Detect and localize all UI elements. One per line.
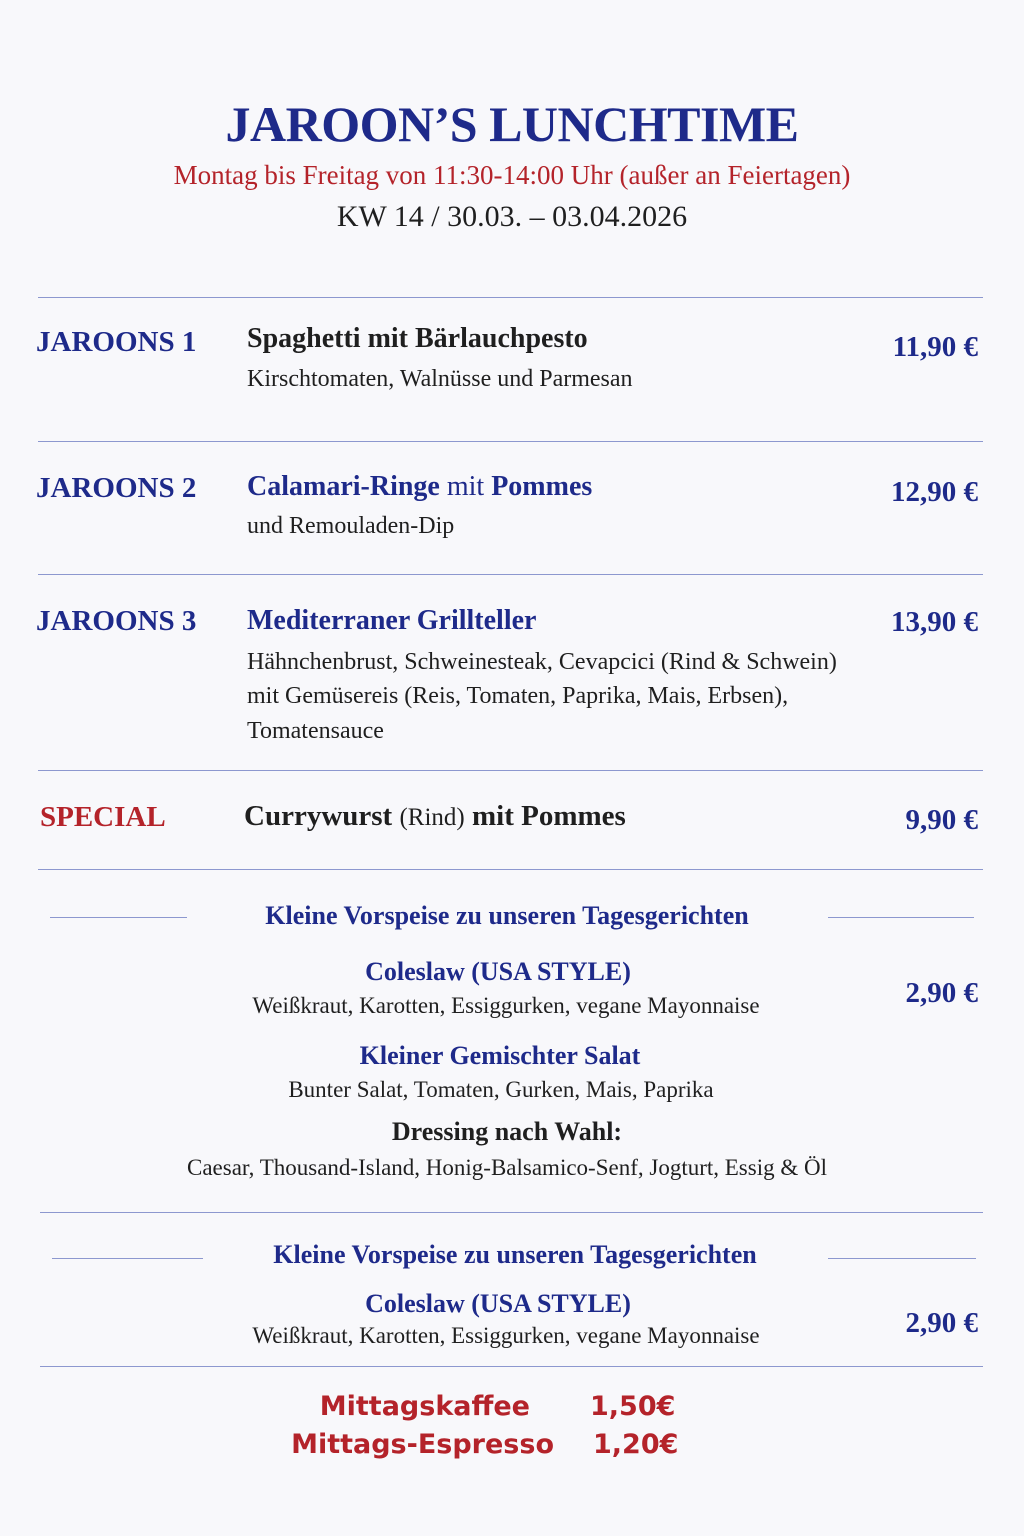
- divider: [38, 869, 983, 870]
- drink-name: Mittagskaffee: [319, 1391, 530, 1422]
- section-rule-left: [52, 1258, 203, 1259]
- special-label: SPECIAL: [40, 801, 166, 833]
- divider: [38, 770, 983, 771]
- opening-hours: Montag bis Freitag von 11:30-14:00 Uhr (außer an Feiertagen): [173, 160, 851, 190]
- dish-description-line: Hähnchenbrust, Schweinesteak, Cevapcici (Rind & Schwein): [247, 649, 837, 675]
- divider: [38, 441, 983, 442]
- starter-description: Weißkraut, Karotten, Essiggurken, vegane Mayonnaise: [252, 993, 760, 1018]
- drink-price: 1,20€: [593, 1429, 679, 1460]
- dish-description: Kirschtomaten, Walnüsse und Parmesan: [247, 366, 633, 392]
- starter-name: Kleiner Gemischter Salat: [359, 1041, 641, 1070]
- dish-name: Mediterraner Grillteller: [247, 605, 537, 636]
- dressing-options: Caesar, Thousand-Island, Honig-Balsamico-Senf, Jogturt, Essig & Öl: [186, 1155, 827, 1180]
- dish-code: JAROONS 2: [36, 472, 197, 504]
- divider: [38, 574, 983, 575]
- section-rule-left: [50, 917, 187, 918]
- starter-description: Weißkraut, Karotten, Essiggurken, vegane Mayonnaise: [252, 1323, 760, 1348]
- dish-description-line: mit Gemüsereis (Reis, Tomaten, Paprika, Mais, Erbsen),: [247, 683, 789, 709]
- divider: [40, 1366, 983, 1367]
- section-title: Kleine Vorspeise zu unseren Tagesgerichten: [265, 901, 749, 930]
- drink-price: 1,50€: [590, 1391, 676, 1422]
- dish-price: 12,90 €: [891, 476, 978, 508]
- special-price: 9,90 €: [905, 804, 978, 836]
- dish-name: Spaghetti mit Bärlauchpesto: [247, 323, 588, 354]
- special-name-meat: (Rind): [399, 804, 465, 831]
- dish-price: 11,90 €: [892, 331, 978, 363]
- special-name: [244, 800, 626, 833]
- starter-price: 2,90 €: [905, 977, 978, 1009]
- special-name-side: Pommes: [521, 800, 626, 832]
- menu-title: JAROON’S LUNCHTIME: [225, 96, 799, 152]
- dish-code: JAROONS 1: [36, 326, 197, 358]
- drink-name: Mittags-Espresso: [291, 1429, 554, 1460]
- section-rule-right: [828, 1258, 976, 1259]
- dish-name-main: Calamari-Ringe: [247, 471, 440, 502]
- starter-name: Coleslaw (USA STYLE): [365, 957, 631, 986]
- dish-price: 13,90 €: [891, 606, 978, 638]
- section-rule-right: [828, 917, 974, 918]
- section-title: Kleine Vorspeise zu unseren Tagesgerichten: [273, 1240, 757, 1269]
- dish-description-line: Tomatensauce: [247, 718, 384, 744]
- calendar-week: KW 14 / 30.03. – 03.04.2026: [336, 200, 688, 233]
- divider: [40, 1212, 983, 1213]
- dish-code: JAROONS 3: [36, 605, 197, 637]
- starter-description: Bunter Salat, Tomaten, Gurken, Mais, Paprika: [288, 1077, 714, 1102]
- dressing-title: Dressing nach Wahl:: [391, 1117, 623, 1146]
- dish-name: [247, 471, 592, 503]
- dish-description: und Remouladen-Dip: [247, 513, 455, 539]
- dish-name-side: Pommes: [491, 471, 593, 502]
- special-name-connector: mit: [471, 800, 514, 832]
- divider: [38, 297, 983, 298]
- starter-price: 2,90 €: [905, 1307, 978, 1339]
- dish-name-connector: mit: [446, 471, 485, 502]
- special-name-main: Currywurst: [244, 800, 393, 832]
- starter-name: Coleslaw (USA STYLE): [365, 1289, 631, 1318]
